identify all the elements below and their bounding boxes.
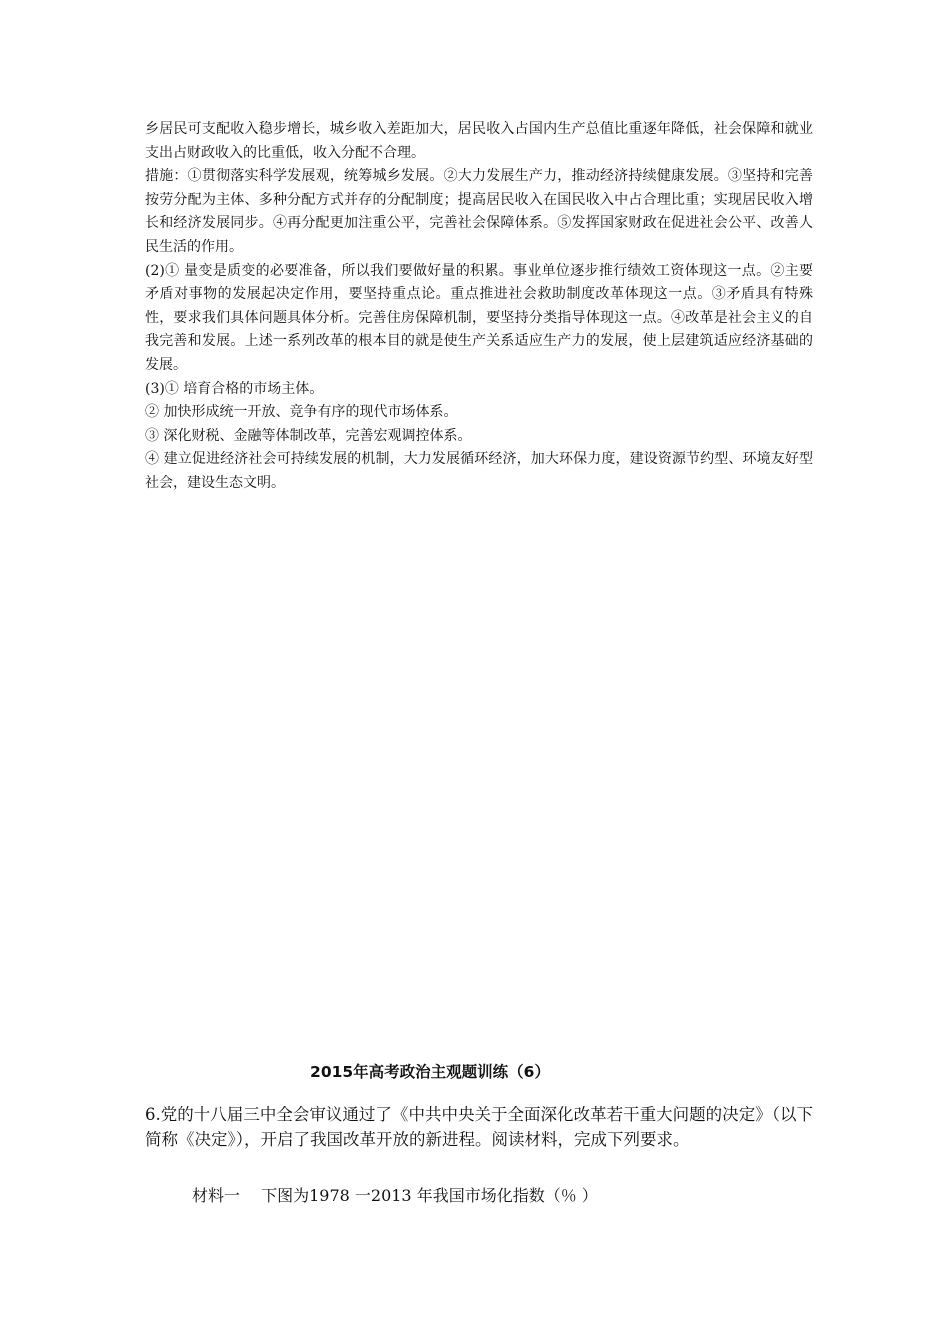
answer-item-3-4: ④ 建立促进经济社会可持续发展的机制，大力发展循环经济，加大环保力度，建设资源节约型、环境友好型社会，建设生态文明。	[145, 451, 813, 491]
answer-item-3-2: ② 加快形成统一开放、竞争有序的现代市场体系。	[145, 404, 458, 421]
question-text: 6.党的十八届三中全会审议通过了《中共中央关于全面深化改革若干重大问题的决定》（以下简称《决定》），开启了我国改革开放的新进程。阅读材料，完成下列要求。	[145, 1105, 813, 1149]
answer-paragraph-2: (2)① 量变是质变的必要准备，所以我们要做好量的积累。事业单位逐步推行绩效工资体现这一点。②主要矛盾对事物的发展起决定作用，要坚持重点论。重点推进社会救助制度改革体现这一点。③矛盾具有特殊性，要求我们具体问题具体分析。完善住房保障机制，要坚持分类指导体现这一点。④改革是社会主义的自我完善和发展。上述一系列改革的根本目的就是使生产关系适应生产力的发展，使上层建筑适应经济基础的发展。	[145, 262, 813, 373]
answer-item-3-3: ③ 深化财税、金融等体制改革，完善宏观调控体系。	[145, 427, 472, 444]
answer-paragraph-measures: 措施：①贯彻落实科学发展观，统筹城乡发展。②大力发展生产力，推动经济持续健康发展。③坚持和完善按劳分配为主体、多种分配方式并存的分配制度；提高居民收入在国民收入中占合理比重；实现居民收入增长和经济发展同步。④再分配更加注重公平，完善社会保障体系。⑤发挥国家财政在促进社会公平、改善人民生活的作用。	[145, 168, 813, 255]
answer-block	[145, 118, 813, 496]
section-title: 2015年高考政治主观题训练（6）	[310, 1063, 550, 1081]
answer-item-3-1: (3)① 培育合格的市场主体。	[145, 380, 324, 397]
question-block	[145, 1102, 813, 1152]
answer-paragraph-1: 乡居民可支配收入稳步增长，城乡收入差距加大，居民收入占国内生产总值比重逐年降低，社会保障和就业支出占财政收入的比重低，收入分配不合理。	[145, 121, 813, 161]
material-one-caption: 材料一 下图为1978 一2013 年我国市场化指数（％ ）	[192, 1186, 598, 1205]
